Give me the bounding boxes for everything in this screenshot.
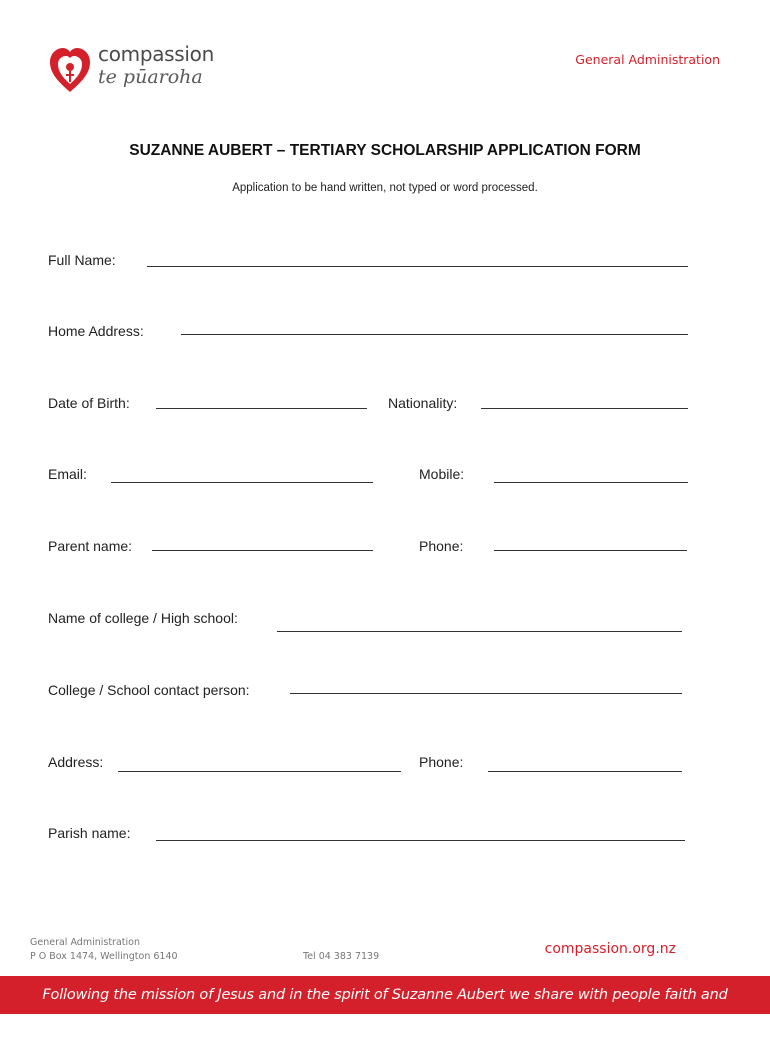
phone2-label: Phone: <box>419 754 464 770</box>
parent-name-label: Parent name: <box>48 538 133 554</box>
department-label: General Administration <box>575 52 720 67</box>
footer-website[interactable]: compassion.org.nz <box>544 941 676 957</box>
home-address-label: Home Address: <box>48 323 144 339</box>
footer-org: General Administration <box>30 937 140 948</box>
nationality-label: Nationality: <box>388 395 458 411</box>
full-name-label: Full Name: <box>48 252 116 268</box>
full-name-line[interactable] <box>147 266 688 267</box>
college-contact-line[interactable] <box>290 693 682 694</box>
compassion-logo <box>48 42 248 98</box>
footer-tel: Tel 04 383 7139 <box>303 951 380 962</box>
college-name-label: Name of college / High school: <box>48 610 238 626</box>
email-line[interactable] <box>111 482 373 483</box>
college-contact-label: College / School contact person: <box>48 682 250 698</box>
logo-wordmark: compassion <box>98 42 214 66</box>
mobile-label: Mobile: <box>419 466 465 482</box>
form-instruction: Application to be hand written, not typed or word processed. <box>232 182 538 194</box>
home-address-line[interactable] <box>181 334 688 335</box>
phone-label: Phone: <box>419 538 464 554</box>
nationality-line[interactable] <box>481 408 688 409</box>
address-label: Address: <box>48 754 104 770</box>
parish-name-label: Parish name: <box>48 825 131 841</box>
footer-address <box>30 936 178 964</box>
parish-name-line[interactable] <box>156 840 685 841</box>
mobile-line[interactable] <box>494 482 688 483</box>
heart-cross-icon <box>48 46 92 94</box>
date-of-birth-label: Date of Birth: <box>48 395 130 411</box>
address-line[interactable] <box>118 771 401 772</box>
date-of-birth-line[interactable] <box>156 408 367 409</box>
form-title: SUZANNE AUBERT – TERTIARY SCHOLARSHIP APPLICATION FORM <box>129 142 641 159</box>
mission-banner: Following the mission of Jesus and in the spirit of Suzanne Aubert we share with people faith and compassion <box>0 976 770 1014</box>
footer-po-box: P O Box 1474, Wellington 6140 <box>30 951 178 962</box>
parent-name-line[interactable] <box>152 550 373 551</box>
email-label: Email: <box>48 466 87 482</box>
phone2-line[interactable] <box>488 771 682 772</box>
college-name-line[interactable] <box>277 631 682 632</box>
logo-subtitle: te pūaroha <box>98 66 203 88</box>
phone-line[interactable] <box>494 550 687 551</box>
